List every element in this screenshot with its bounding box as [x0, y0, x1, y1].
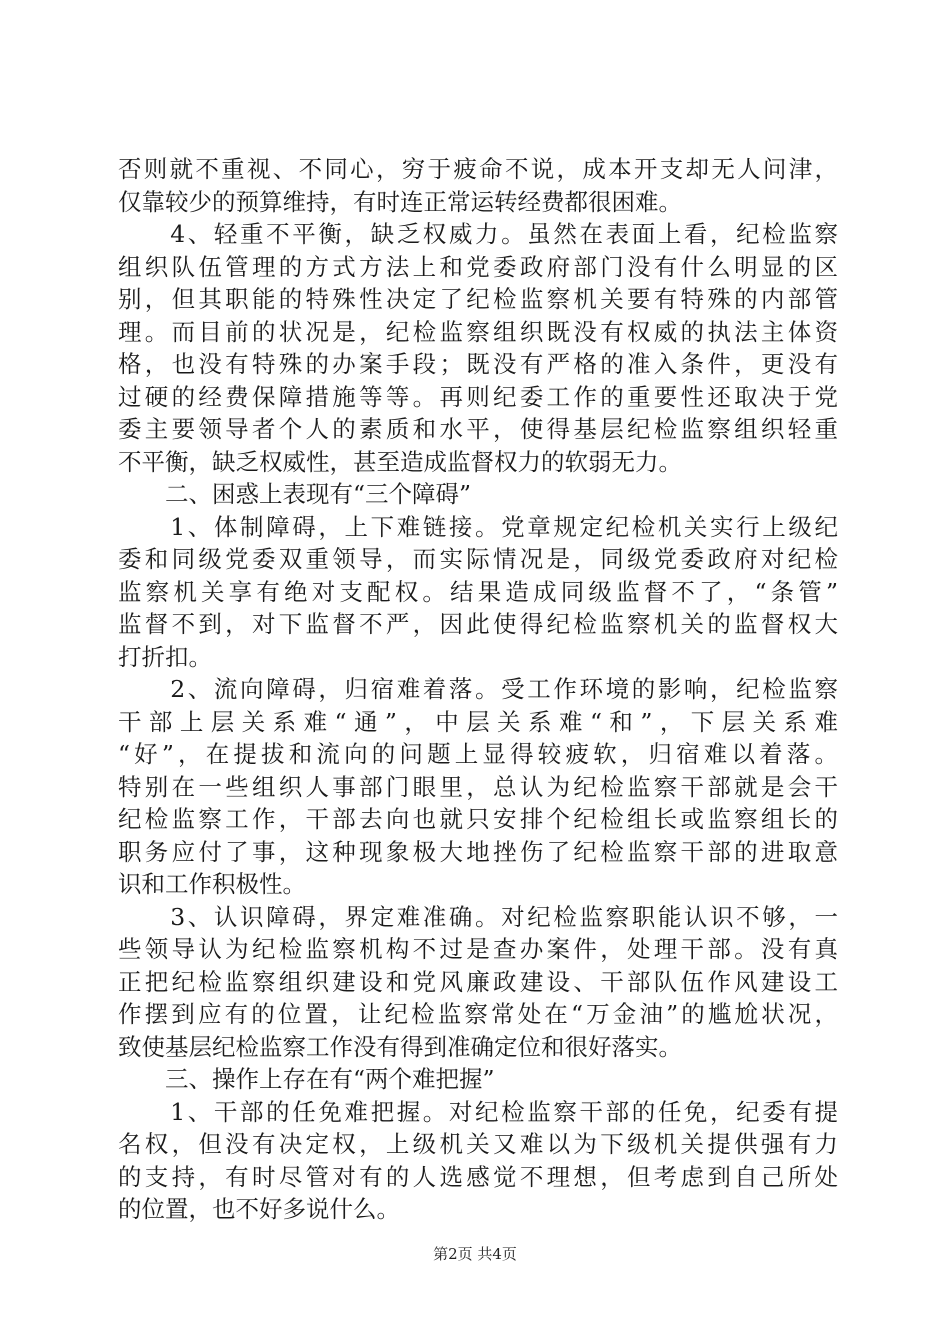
text-line: 监察机关享有绝对支配权。结果造成同级监督不了，“条管” — [118, 577, 838, 606]
text-line: 些领导认为纪检监察机构不过是查办案件，处理干部。没有真 — [118, 935, 838, 963]
text-line: 致使基层纪检监察工作没有得到准确定位和很好落实。 — [118, 1032, 682, 1061]
text-line: 组织队伍管理的方式方法上和党委政府部门没有什么明显的区 — [118, 252, 838, 281]
text-line: 名权，但没有决定权，上级机关又难以为下级机关提供强有力 — [118, 1130, 838, 1158]
text-line: 三、操作上存在有“两个难把握” — [118, 1065, 495, 1093]
text-line: 过硬的经费保障措施等等。再则纪委工作的重要性还取决于党 — [118, 382, 838, 411]
text-line: 职务应付了事，这种现象极大地挫伤了纪检监察干部的进取意 — [118, 837, 838, 866]
text-line: 打折扣。 — [118, 642, 212, 671]
text-line: 格，也没有特殊的办案手段；既没有严格的准入条件，更没有 — [118, 350, 838, 378]
text-line: 仅靠较少的预算维持，有时连正常运转经费都很困难。 — [118, 187, 682, 216]
text-line: 4、轻重不平衡，缺乏权威力。虽然在表面上看，纪检监察 — [118, 220, 838, 248]
text-line: “好”，在提拔和流向的问题上显得较疲软，归宿难以着落。 — [118, 740, 838, 768]
text-line: 否则就不重视、不同心，穷于疲命不说，成本开支却无人问津， — [118, 155, 838, 183]
text-line: 委和同级党委双重领导，而实际情况是，同级党委政府对纪检 — [118, 545, 838, 573]
text-line: 的位置，也不好多说什么。 — [118, 1195, 400, 1223]
text-line: 监督不到，对下监督不严，因此使得纪检监察机关的监督权大 — [118, 610, 838, 638]
text-line: 纪检监察工作，干部去向也就只安排个纪检组长或监察组长的 — [118, 805, 838, 833]
text-line: 二、困惑上表现有“三个障碍” — [118, 480, 472, 508]
document-body — [118, 153, 838, 1226]
text-line: 委主要领导者个人的素质和水平，使得基层纪检监察组织轻重 — [118, 415, 838, 443]
text-line: 理。而目前的状况是，纪检监察组织既没有权威的执法主体资 — [118, 317, 838, 346]
text-line: 干部上层关系难“通”，中层关系难“和”，下层关系难 — [118, 707, 838, 736]
text-line: 作摆到应有的位置，让纪检监察常处在“万金油”的尴尬状况， — [118, 1000, 838, 1028]
text-line: 特别在一些组织人事部门眼里，总认为纪检监察干部就是会干 — [118, 772, 838, 801]
text-line: 1、干部的任免难把握。对纪检监察干部的任免，纪委有提 — [118, 1097, 838, 1126]
text-line: 识和工作积极性。 — [118, 870, 306, 898]
text-line: 别，但其职能的特殊性决定了纪检监察机关要有特殊的内部管 — [118, 285, 838, 313]
text-line: 的支持，有时尽管对有的人选感觉不理想，但考虑到自己所处 — [118, 1162, 838, 1191]
text-line: 1、体制障碍，上下难链接。党章规定纪检机关实行上级纪 — [118, 512, 838, 541]
text-line: 2、流向障碍，归宿难着落。受工作环境的影响，纪检监察 — [118, 675, 838, 703]
text-line: 3、认识障碍，界定难准确。对纪检监察职能认识不够，一 — [118, 902, 838, 931]
text-line: 不平衡，缺乏权威性，甚至造成监督权力的软弱无力。 — [118, 447, 682, 476]
text-line: 正把纪检监察组织建设和党风廉政建设、干部队伍作风建设工 — [118, 967, 838, 996]
page-footer: 第2页 共4页 — [433, 1245, 517, 1263]
